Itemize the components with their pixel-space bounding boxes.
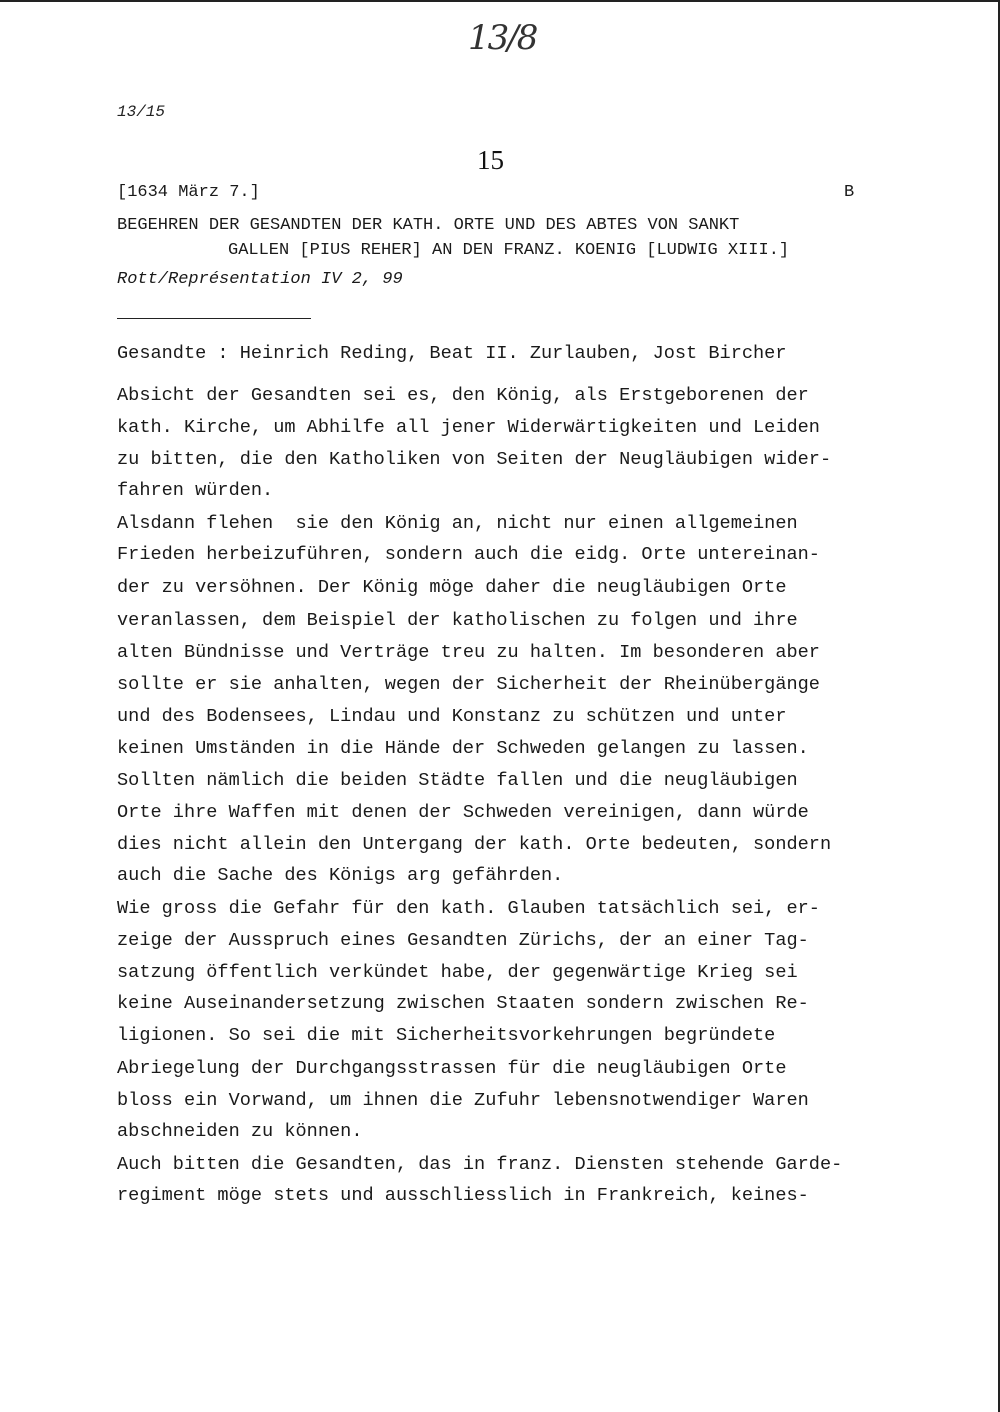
title-line-2: GALLEN [PIUS REHER] AN DEN FRANZ. KOENIG [LUDWIG XIII.] [228,241,790,260]
body-line-15: dies nicht allein den Untergang der kath. Orte bedeuten, sondern [117,834,832,855]
body-line-21: ligionen. So sei die mit Sicherheitsvorkehrungen begründete [117,1025,776,1046]
body-line-20: keine Auseinandersetzung zwischen Staaten sondern zwischen Re- [117,993,809,1014]
body-line-4: fahren würden. [117,480,274,501]
document-mark: B [844,183,855,202]
envoys-line: Gesandte : Heinrich Reding, Beat II. Zurlauben, Jost Bircher [117,343,787,364]
body-line-12: keinen Umständen in die Hände der Schweden gelangen zu lassen. [117,738,809,759]
document-number: 15 [477,145,504,175]
body-line-10: sollte er sie anhalten, wegen der Sicherheit der Rheinübergänge [117,674,820,695]
body-line-2: kath. Kirche, um Abhilfe all jener Widerwärtigkeiten und Leiden [117,417,820,438]
body-line-5: Alsdann flehen sie den König an, nicht nur einen allgemeinen [117,513,798,534]
body-line-18: zeige der Ausspruch eines Gesandten Zürichs, der an einer Tag- [117,930,809,951]
body-line-13: Sollten nämlich die beiden Städte fallen und die neugläubigen [117,770,798,791]
title-line-1: BEGEHREN DER GESANDTEN DER KATH. ORTE UND DES ABTES VON SANKT [117,216,740,235]
handwritten-folio-number: 13/8 [468,18,537,58]
body-line-1: Absicht der Gesandten sei es, den König, als Erstgeborenen der [117,385,809,406]
body-line-26: regiment möge stets und ausschliesslich in Frankreich, keines- [117,1185,809,1206]
body-line-24: abschneiden zu können. [117,1121,363,1142]
page-reference: 13/15 [117,103,166,121]
scan-edge-top [0,0,1000,2]
source-citation: Rott/Représentation IV 2, 99 [117,270,403,289]
body-line-11: und des Bodensees, Lindau und Konstanz zu schützen und unter [117,706,787,727]
document-date: [1634 März 7.] [117,183,260,202]
body-line-14: Orte ihre Waffen mit denen der Schweden vereinigen, dann würde [117,802,809,823]
body-line-8: veranlassen, dem Beispiel der katholischen zu folgen und ihre [117,610,798,631]
body-line-9: alten Bündnisse und Verträge treu zu halten. Im besonderen aber [117,642,820,663]
body-line-22: Abriegelung der Durchgangsstrassen für die neugläubigen Orte [117,1058,787,1079]
body-line-3: zu bitten, die den Katholiken von Seiten der Neugläubigen wider- [117,449,832,470]
body-line-6: Frieden herbeizuführen, sondern auch die eidg. Orte untereinan- [117,544,820,565]
separator-rule [117,318,311,319]
body-line-23: bloss ein Vorwand, um ihnen die Zufuhr lebensnotwendiger Waren [117,1090,809,1111]
body-line-19: satzung öffentlich verkündet habe, der gegenwärtige Krieg sei [117,962,798,983]
body-line-16: auch die Sache des Königs arg gefährden. [117,865,564,886]
body-line-25: Auch bitten die Gesandten, das in franz. Diensten stehende Garde- [117,1154,843,1175]
body-line-17: Wie gross die Gefahr für den kath. Glauben tatsächlich sei, er- [117,898,820,919]
body-line-7: der zu versöhnen. Der König möge daher die neugläubigen Orte [117,577,787,598]
